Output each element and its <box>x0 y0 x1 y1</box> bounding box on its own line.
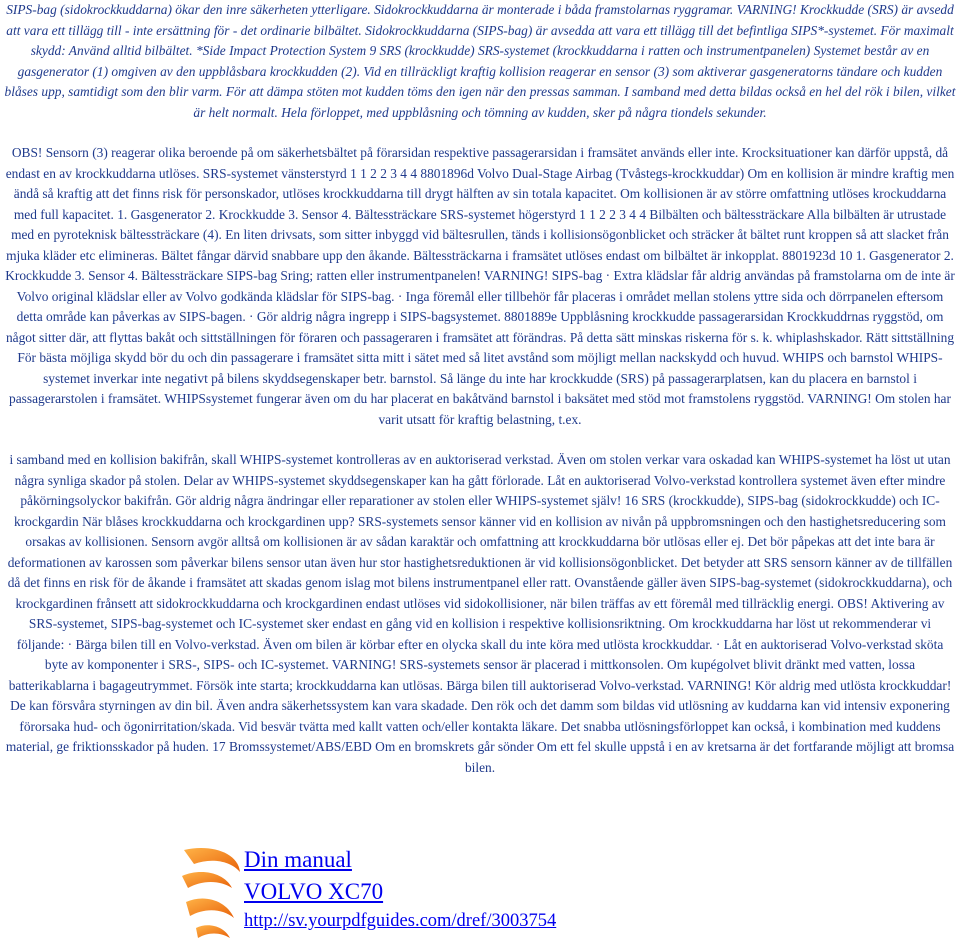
paragraph-whips-collision: i samband med en kollision bakifrån, skall WHIPS-systemet kontrolleras av en auktoriserad verkstad. Även om stolen verkar vara oskadad kan WHIPS-systemet ha löst ut utan några synliga skador på stolen. Delar av WHIPS-systemet skyddsegenskaper kan ha gått förlorade. Låt en auktoriserad Volvo-verkstad kontrollera systemet även efter mindre påkörningsolyckor bakifrån. Gör aldrig några ändringar eller reparationer av stolen eller WHIPS-systemet själv! 16 SRS (krockkudde), SIPS-bag (sidokrockkudde) och IC-krockgardin När blåses krockkuddarna och krockgardinen upp? SRS-systemets sensor känner vid en kollision av nivån på uppbromsningen och den hastighetsreducering som orsakas av kollisionen. Sensorn avgör alltså om kollisionen är av sådan karaktär och omfattning att krockkuddarna bör utlösas eller ej. Det bör påpekas att det inte bara är deformationen av karossen som påverkar bilens sensor utan även hur stor hastighetsreduktionen är vid kollisionsögonblicket. Det betyder att SRS sensorn känner av de tillfällen då det finns en risk för de åkande i framsätet att skadas genom islag mot bilens instrumentpanel eller ratt. Ovanstående gäller även SIPS-bag-systemet (sidokrockkuddarna), och krockgardinen frånsett att sidokrockkuddarna och krockgardinen endast utlöses vid sidokollisioner, när bilen träffas av ett föremål med tillräcklig energi. OBS! Aktivering av SRS-systemet, SIPS-bag-systemet och IC-systemet sker endast en gång vid en kollision i respektive kollisionsriktning. Om krockkuddarna har löst ut rekommenderar vi följande: · Bärga bilen till en Volvo-verkstad. Även om bilen är körbar efter en olycka skall du inte köra med utlösta krockkuddar. · Låt en auktoriserad Volvo-verkstad sköta byte av komponenter i SRS-, SIPS- och IC-systemet. VARNING! SRS-systemets sensor är placerad i mittkonsolen. Om kupégolvet blivit dränkt med vatten, lossa batterikablarna i bagageutrymmet. Försök inte starta; krockkuddarna kan utlösas. Bärga bilen till auktoriserad Volvo-verkstad. VARNING! Kör aldrig med utlösta krockkuddar! De kan försvåra styrningen av din bil. Även andra säkerhetssystem kan vara skadade. Den rök och det damm som bildas vid utlösning av kuddarna kan vid intensiv exponering förorsaka hud- och ögonirritation/skada. Vid besvär tvätta med kallt vatten och/eller kontakta läkare. Det snabba utlösningsförloppet kan också, i kombination med kuddens material, ge friktionsskador på huden. 17 Bromssystemet/ABS/EBD Om en bromskrets går sönder Om ett fel skulle uppstå i en av kretsarna är det fortfarande möjligt att bromsa bilen. <box>5 452 955 775</box>
link-volvo-xc70[interactable]: VOLVO XC70 <box>244 879 384 904</box>
paragraph-sips-srs: SIPS-bag (sidokrockkuddarna) ökar den inre säkerheten ytterligare. Sidokrockkuddarna är monterade i båda framstolarnas ryggramar. VARNING! Krockkudde (SRS) är avsedd att vara ett tillägg till - inte ersättning för - det ordinarie bilbältet. Sidokrockkuddarna (SIPS-bag) är avsedda att vara ett tillägg till det befintliga SIPS*-systemet. För maximalt skydd: Använd alltid bilbältet. *Side Impact Protection System 9 SRS (krockkudde) SRS-systemet (krockkuddarna i ratten och instrumentpanelen) Systemet består av en gasgenerator (1) omgiven av den uppblåsbara krockkudden (2). Vid en tillräckligt kraftig kollision reagerar en sensor (3) som aktiverar gasgeneratorns tändare och kudden blåses upp, samtidigt som den blir varm. För att dämpa stöten mot kudden töms den igen när den pressas samman. I samband med detta bildas också en hel del rök i bilen, vilket är helt normalt. Hela förloppet, med uppblåsning och tömning av kudden, sker på några tiondels sekunder. <box>4 2 956 120</box>
manual-text <box>4 0 956 778</box>
footer <box>180 840 680 943</box>
orange-swoosh-logo-icon <box>180 842 242 942</box>
footer-links <box>244 844 556 934</box>
link-guide-url[interactable]: http://sv.yourpdfguides.com/dref/3003754 <box>244 911 557 931</box>
paragraph-obs-sensor: OBS! Sensorn (3) reagerar olika beroende på om säkerhetsbältet på förarsidan respektive passagerarsidan i framsätet används eller inte. Krocksituationer kan därför uppstå, då endast en av krockkuddarna utlöses. SRS-systemet vänsterstyrd 1 1 2 2 3 4 4 8801896d Volvo Dual-Stage Airbag (Tvåstegs-krockkuddar) Om en kollision är mindre kraftig men ändå så kraftig att det finns risk för personskador, utlöses krockkuddarna till drygt hälften av sin totala kapacitet. Om kollisionen är av större omfattning utlöses krockuddarna med full kapacitet. 1. Gasgenerator 2. Krockkudde 3. Sensor 4. Bältessträckare SRS-systemet högerstyrd 1 1 2 2 3 4 4 Bilbälten och bältessträckare Alla bilbälten är utrustade med en pyroteknisk bältessträckare (4). En liten drivsats, som sitter inbyggd vid bältesrullen, tänds i kollisionsögonblicket och sträcker åt bältet runt kroppen så att slacket från mjuka kläder etc elimineras. Bältet fångar därvid snabbare upp den åkande. Bältessträckarna i framsätet utlöses endast om bilbältet är inkopplat. 8801923d 10 1. Gasgenerator 2. Krockkudde 3. Sensor 4. Bältessträckare SIPS-bag Sring; ratten eller instrumentpanelen! VARNING! SIPS-bag · Extra klädslar får aldrig användas på framstolarna om de inte är Volvo original klädslar eller av Volvo godkända klädslar för SIPS-bag. · Inga föremål eller tillbehör får placeras i området mellan stolens yttre sida och dörrpanelen eftersom detta område kan påverkas av SIPS-bagen. · Gör aldrig några ingrepp i SIPS-bagsystemet. 8801889e Uppblåsning krockkudde passagerarsidan Krockkuddrnas ryggstöd, om något sitter där, att flyttas bakåt och sittställningen för föraren och passageraren i framsätet att förändras. På detta sätt minskas riskerna för s. k. whiplashskador. Rätt sittställning För bästa möjliga skydd bör du och din passagerare i framsätet sitta mitt i sätet med så litet avstånd som möjligt mellan nackskydd och huvud. WHIPS och barnstol WHIPS-systemet inverkar inte negativt på bilens skyddsegenskaper betr. barnstol. Så länge du inte har krockkudde (SRS) på passagerarplatsen, kan du placera en barnstol i passagerarstolen i framsätet. WHIPSsystemet fungerar även om du har placerat en bakåtvänd barnstol i baksätet med stöd mot framstolens ryggstöd. VARNING! Om stolen har varit utsatt för kraftig belastning, t.ex. <box>5 145 955 427</box>
link-din-manual[interactable]: Din manual <box>244 847 352 872</box>
